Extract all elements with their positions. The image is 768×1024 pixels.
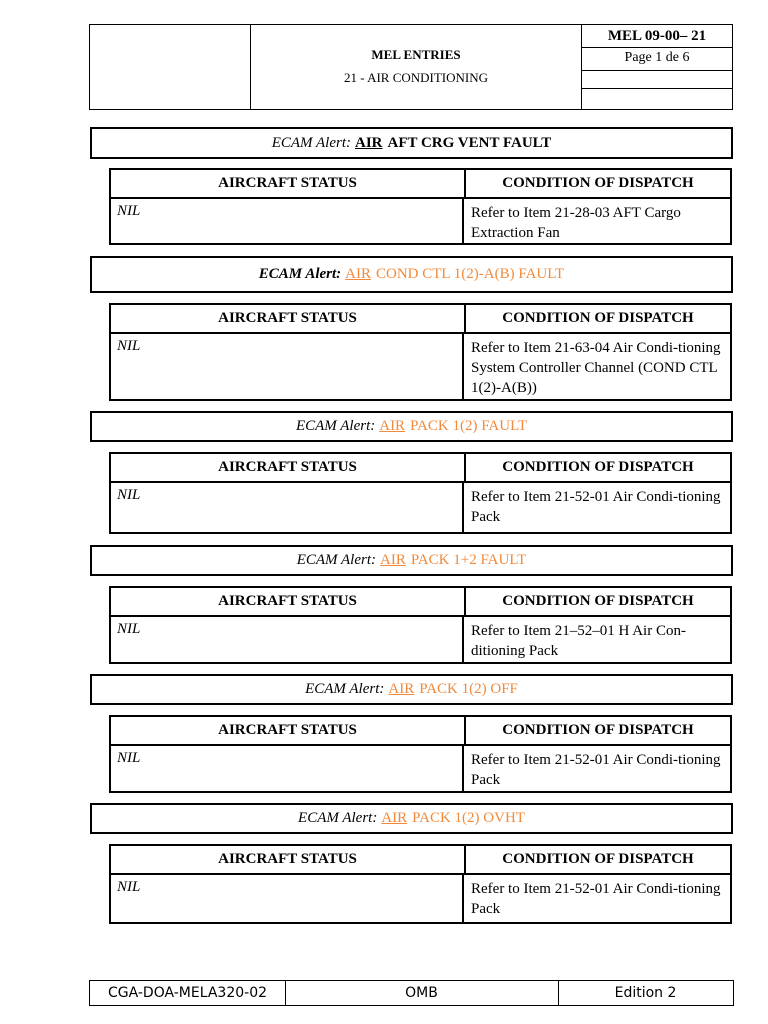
alert-prefix: ECAM Alert: — [258, 266, 342, 282]
alert-name: PACK 1(2) OFF — [419, 681, 518, 697]
alert-name: PACK 1(2) FAULT — [410, 418, 528, 434]
alert-prefix: ECAM Alert: — [271, 134, 351, 151]
alert-air-keyword: AIR — [388, 681, 415, 697]
ecam-alert-box — [90, 127, 733, 159]
dispatch-condition-cell: Refer to Item 21-52-01 Air Condi-tioning Pack — [471, 881, 721, 917]
alert-prefix: ECAM Alert: — [298, 810, 378, 826]
status-table — [109, 844, 732, 924]
alert-prefix: ECAM Alert: — [295, 418, 376, 434]
alert-air-keyword: AIR — [379, 418, 406, 434]
footer-doc-code: CGA-DOA-MELA320-02 — [90, 981, 286, 1005]
status-table — [109, 303, 732, 401]
alert-air-keyword: AIR — [345, 266, 372, 282]
column-header-status: AIRCRAFT STATUS — [111, 717, 466, 746]
aircraft-status-cell: NIL — [111, 875, 464, 922]
column-header-status: AIRCRAFT STATUS — [111, 846, 466, 875]
status-table — [109, 715, 732, 793]
alert-name: COND CTL 1(2)-A(B) FAULT — [376, 266, 565, 282]
column-header-dispatch: CONDITION OF DISPATCH — [466, 170, 730, 199]
ecam-alert-box — [90, 545, 733, 576]
column-header-dispatch: CONDITION OF DISPATCH — [466, 846, 730, 875]
alert-prefix: ECAM Alert: — [305, 681, 385, 697]
ecam-alert-box — [90, 674, 733, 705]
footer-edition: Edition 2 — [614, 985, 677, 1001]
dispatch-condition-cell: Refer to Item 21-28-03 AFT Cargo Extraction Fan — [471, 205, 681, 241]
status-table — [109, 168, 732, 245]
alert-air-keyword: AIR — [381, 810, 408, 826]
column-header-dispatch: CONDITION OF DISPATCH — [466, 454, 730, 483]
column-header-status: AIRCRAFT STATUS — [111, 588, 466, 617]
column-header-status: AIRCRAFT STATUS — [111, 170, 466, 199]
status-table — [109, 452, 732, 534]
page-number: Page 1 de 6 — [582, 48, 732, 71]
dispatch-condition-cell: Refer to Item 21-63-04 Air Condi-tioning System Controller Channel (COND CTL 1(2)-A(B)) — [471, 340, 721, 396]
alert-air-keyword: AIR — [380, 552, 406, 568]
aircraft-status-cell: NIL — [111, 746, 464, 791]
column-header-status: AIRCRAFT STATUS — [111, 305, 466, 334]
document-footer — [89, 980, 734, 1006]
column-header-status: AIRCRAFT STATUS — [111, 454, 466, 483]
chapter-title: 21 - AIR CONDITIONING — [343, 70, 489, 85]
alert-name: AFT CRG VENT FAULT — [387, 134, 552, 151]
header-empty-cell — [582, 71, 732, 89]
header-empty-cell — [582, 89, 732, 109]
aircraft-status-cell: NIL — [111, 483, 464, 532]
dispatch-condition-cell: Refer to Item 21-52-01 Air Condi-tioning Pack — [471, 489, 721, 525]
ecam-alert-box — [90, 411, 733, 442]
aircraft-status-cell: NIL — [111, 334, 464, 399]
alert-prefix: ECAM Alert: — [296, 552, 376, 568]
ecam-alert-box — [90, 256, 733, 293]
column-header-dispatch: CONDITION OF DISPATCH — [466, 717, 730, 746]
alert-air-keyword: AIR — [354, 134, 383, 151]
alert-name: PACK 1+2 FAULT — [410, 552, 527, 568]
status-table — [109, 586, 732, 664]
aircraft-status-cell: NIL — [111, 199, 464, 243]
header-title-cell — [251, 25, 582, 109]
column-header-dispatch: CONDITION OF DISPATCH — [466, 305, 730, 334]
document-header — [89, 24, 733, 110]
dispatch-condition-cell: Refer to Item 21–52–01 H Air Con-ditioning Pack — [471, 623, 686, 659]
dispatch-condition-cell: Refer to Item 21-52-01 Air Condi-tioning Pack — [471, 752, 721, 788]
logo-cell — [90, 25, 251, 109]
column-header-dispatch: CONDITION OF DISPATCH — [466, 588, 730, 617]
footer-manual: OMB — [285, 981, 559, 1005]
alert-name: PACK 1(2) OVHT — [412, 810, 525, 826]
ecam-alert-box — [90, 803, 733, 834]
document-title: MEL ENTRIES — [371, 47, 461, 62]
document-reference: MEL 09-00– 21 — [582, 25, 732, 48]
aircraft-status-cell: NIL — [111, 617, 464, 662]
